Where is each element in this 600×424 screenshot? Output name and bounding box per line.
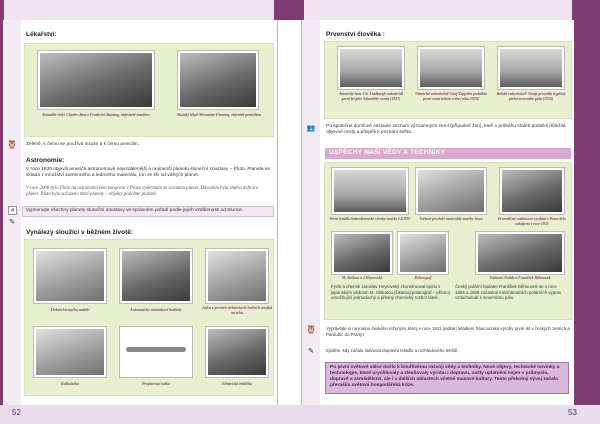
caption: Kalkulačka — [61, 382, 79, 386]
caption: Americký letec Ch. Lindbergh uskutečnil první let přes Atlantický oceán (1927) — [338, 92, 404, 101]
caption: Umberto Nobile a František Běhounek — [489, 276, 551, 280]
task-text: Zjistěte, kdy začalo stavovat dopravní letadlo a rozhledového letiště. — [326, 348, 459, 353]
photo-best-banting — [40, 53, 152, 107]
caption: M. Shikata a J.Heyrovský — [341, 276, 383, 280]
photo-shaver — [208, 251, 266, 301]
top-bar-light-left — [4, 0, 274, 20]
photo-frame — [119, 326, 193, 378]
astronomy-text: V roce 1930 objevili američtí astronomové nejvzdálenější a nejmenší planetu sluneční soustavy – Pluto. Planeta se skládá z množství kamenného a ledového materiálu, tím se liší od velkých planet. — [26, 167, 270, 178]
heading-lekarstvi: Lékařství: — [26, 31, 57, 38]
caption: Skotský lékař Alexander Fleming, objevitel penicilinu — [176, 113, 262, 117]
footer-bar — [0, 405, 600, 424]
heading-astronomie: Astronomie: — [26, 157, 65, 164]
task-text: Vyprávějte si na jméno českého inženýra, který v roce 1911 podnikl letadlem francouzské výroby první let v českých zemích a Pardubic do Prahy? — [326, 326, 570, 337]
photo-frame — [177, 50, 259, 110]
task-icon: # — [8, 206, 17, 215]
caption: Světově proslulé motocykly značky Jawa — [419, 217, 483, 221]
caption: První letadlo československé výroby značky LETOV — [329, 217, 411, 221]
photo-frame — [331, 167, 409, 215]
photo-frame — [205, 326, 269, 378]
photo-frame — [33, 326, 107, 378]
book-gutter — [277, 20, 302, 405]
caption: Kanadští vědci Charles Best a Frederick Banting, objevitelé inzulinu — [42, 113, 150, 117]
photo-frame — [205, 248, 269, 304]
top-bar-light-right — [304, 0, 572, 20]
photo-calculator — [36, 329, 104, 375]
photo-zeppelin — [420, 49, 482, 87]
summary-box — [325, 362, 569, 394]
photo-iron — [208, 329, 266, 375]
right-edge-strip — [574, 20, 600, 405]
top-bar — [0, 0, 600, 20]
caption: Elektrická žehlička — [221, 382, 253, 386]
caption: Italská vzducholoď Norge provedla úspěšný přelet severního pólu (1926) — [496, 92, 566, 101]
owl-icon: 🦉 — [7, 140, 17, 149]
achievements-panel — [324, 162, 572, 320]
photo-norge — [500, 49, 562, 87]
heyrovsky-text: Fyzik a chemik Jaroslav Heyrovský zkonstruoval spolu s japonským vědcem M. Shikatou [šikatou] polarograf – přístroj umožňující jednoduchý a přesný chemický rozbor látek. — [331, 284, 450, 301]
caption: Polarograf — [414, 276, 432, 280]
page-number-left: 52 — [12, 408, 21, 417]
owl-icon: 🦉 — [306, 325, 316, 334]
caption: Německá vzducholoď Graf Zeppelin podnikla první cestu kolem světa (roku 1929) — [415, 92, 487, 101]
photo-polarograph — [400, 234, 446, 272]
photo-watch — [122, 251, 190, 301]
photo-radio — [502, 170, 562, 212]
aviation-panel — [324, 41, 572, 119]
photo-jawa — [418, 170, 484, 212]
group-icon: 👥 — [306, 124, 316, 132]
photo-frame — [417, 46, 485, 90]
medicine-panel — [24, 43, 274, 137]
photo-nobile-behounek — [478, 234, 562, 272]
section-banner — [325, 148, 571, 159]
banner-title: ÚSPĚCHY NAŠÍ VĚDY A TECHNIKY — [329, 149, 446, 156]
caption: Jeden z prvních elektrických holicích strojků na trhu — [201, 306, 273, 315]
photo-letov-plane — [334, 170, 406, 212]
task-text: Vyjmenujte všechny planety sluneční soustavy ve správném pořadí podle jejich vzdálenosti od Slunce. — [26, 208, 244, 213]
page-number-right: 53 — [568, 408, 577, 417]
heading-prvenstvi: Prvenství člověka : — [326, 31, 385, 38]
photo-frame — [337, 46, 405, 90]
caption: Automatické náramkové hodinky — [130, 308, 182, 312]
photo-frame — [37, 50, 155, 110]
paper-icon: ✎ — [9, 218, 15, 226]
photo-frame — [119, 248, 193, 304]
photo-dishwasher — [36, 251, 104, 301]
paper-icon: ✎ — [308, 347, 314, 355]
inventions-panel — [24, 239, 274, 396]
task-text: Po společné domluvě sestavte seznam významných zemí (případně žen), kteří v průběhu staletí podnikli důležitá objevné cesty a přispěli k poznání světa. — [326, 124, 566, 135]
task-text: Zeleně, k čemu se používá inzulin a k čemu penicilin. — [26, 142, 140, 147]
photo-pen — [126, 347, 186, 352]
photo-frame — [497, 46, 565, 90]
photo-frame — [475, 231, 565, 275]
caption: Propisovací tužka — [142, 382, 170, 386]
photo-frame — [499, 167, 565, 215]
behounek-text: Český polární badatel František Běhounek se v roce 1926 a 1928 zúčastnil mezinárodních polárních výprav vzducholodí s severnímu pólu. — [455, 284, 562, 301]
photo-lindbergh-plane — [340, 49, 402, 87]
caption: Prorodičné rozhlasové vysílání v Praze bylo zahájeno v roce 1923 — [497, 217, 567, 226]
summary-text: Po první světové válce došlo k bouřlivému rozvoji vědy a techniky. Nové objevy, technické novinky a technologie, které urychlovaly a zlevňovaly výrobu i dopravu, našly uplatnění nejen v průmyslu, dopravě a zemědělství, ale i v dalších oblastech včetně masové kultury. Tento překotný vývoj začala přerušila světová hospodářská krize. — [330, 365, 560, 388]
heading-vynalezy: Vynálezy sloužící v běžném životě: — [26, 229, 134, 236]
caption: Elektrická myčka nádobí — [50, 308, 90, 312]
astronomy-note: V roce 2006 bylo Pluto na astronomickém kongresu v Praze vyškrtnuto ze seznamu planet. Důvodem byla změna definice planet. Pluto bylo zařazeno mezi planety – objekty podobné planetě. — [26, 186, 259, 197]
photo-shikata-heyrovsky — [334, 234, 390, 272]
photo-frame — [397, 231, 449, 275]
photo-frame — [415, 167, 487, 215]
photo-frame — [331, 231, 393, 275]
photo-frame — [33, 248, 107, 304]
photo-fleming — [180, 53, 256, 107]
